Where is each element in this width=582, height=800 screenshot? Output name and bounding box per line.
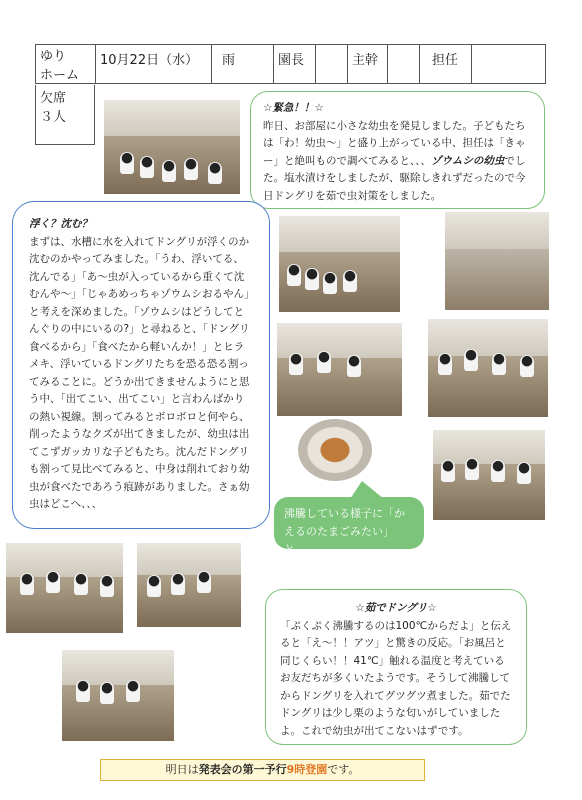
float-sink-title: 浮く？沈む？ xyxy=(29,218,92,230)
principal-stamp-cell xyxy=(316,45,348,84)
photo-watching-pot xyxy=(433,430,545,520)
absent-count: ３人 xyxy=(40,110,67,125)
photo-children-at-tank xyxy=(279,216,400,312)
weather-cell: 雨 xyxy=(212,45,274,84)
photo-bottom-3 xyxy=(62,650,174,741)
chief-cell: 主幹 xyxy=(348,45,388,84)
boil-title: ☆茹でドングリ☆ xyxy=(355,602,437,614)
notice-before: 明日は xyxy=(165,763,199,776)
class-name-cell xyxy=(36,45,96,84)
urgent-note-box xyxy=(250,91,545,209)
urgent-body-after: でした。塩水漬けをしましたが、駆除しきれずだったので今日ドングリを茹で虫対策をしました。 xyxy=(263,154,526,202)
photo-classroom-group xyxy=(104,100,240,194)
class-name-line2: ホーム xyxy=(40,68,80,83)
urgent-title: ☆緊急！！☆ xyxy=(263,102,324,114)
teacher-stamp-cell xyxy=(472,45,546,84)
boil-body: 「ぷくぷく沸騰するのは100℃からだよ」と伝えると「え～！！アツ」と驚きの反応。「お風呂と同じくらい！！41℃」触れる温度と考えているお友だちが多くいたようです。そうして沸騰してからドングリを入れてグツグツ煮ました。茹でたドングリは少し栗のような匂いがしていましたよ。これで幼虫が出てこないはずです。 xyxy=(280,619,512,737)
notice-after: です。 xyxy=(327,763,360,776)
float-sink-box xyxy=(12,201,270,529)
absent-cell xyxy=(35,85,95,145)
urgent-body-before: 昨日、お部屋に小さな幼虫を発見しました。子どもたちは「わ！幼虫～」と盛り上がっている中、担任は「きゃー」と絶叫もので調べてみると、、、 xyxy=(263,119,526,167)
urgent-highlight: ゾウムシの幼虫 xyxy=(431,154,505,167)
header-table xyxy=(35,44,546,84)
float-sink-body: まずは、水槽に水を入れてドングリが浮くのか沈むのかやってみました。「うわ、浮いてる、沈んでる」「あ～虫が入っているから重くて沈むんや～」「じゃあめっちゃゾウムシおるやん」と考えを深めました。「ゾウムシはどうしてとんぐりの中にいるの?」と尋ねると、「ドングリ食べるから」「食べたから軽いんか！」とヒラメキ、浮いているドングリたちを恐る恐る割ってみることに。どうか出てきませんようにと思う中、「出てこい、出てこい」と言わんばかりの熱い視線。割ってみるとボロボロと何やら、削ったようなクズが出てきましたが、幼虫は出てこずガッカリな子どもたち。沈んだドングリも割って見比べてみると、中身は削れており幼虫が食べたであろう痕跡がありました。さぁ幼虫はどこへ、、、 xyxy=(29,235,250,510)
notice-time: 9時登園 xyxy=(286,763,328,776)
teacher-cell: 担任 xyxy=(420,45,472,84)
photo-acorn-bowl xyxy=(298,419,372,481)
photo-acorns-in-water xyxy=(445,212,549,310)
photo-bottom-2 xyxy=(137,543,241,627)
speech-text: 沸騰している様子に「かえるのたまごみたい」と。 xyxy=(284,507,405,556)
tomorrow-notice xyxy=(100,759,425,781)
photo-splitting-acorns xyxy=(277,323,402,416)
boiling-speech-bubble xyxy=(274,497,424,556)
date-cell: 10月22日（水） xyxy=(96,45,212,84)
urgent-body xyxy=(263,118,532,206)
class-name-line1: ゆり xyxy=(40,49,67,64)
notice-event: 発表会の第一予行 xyxy=(198,763,287,776)
boil-note-box xyxy=(265,589,527,745)
photo-looking-closely xyxy=(428,319,548,417)
principal-cell: 園長 xyxy=(274,45,316,84)
absent-label: 欠席 xyxy=(40,91,67,106)
photo-bottom-1 xyxy=(6,543,123,633)
chief-stamp-cell xyxy=(388,45,420,84)
